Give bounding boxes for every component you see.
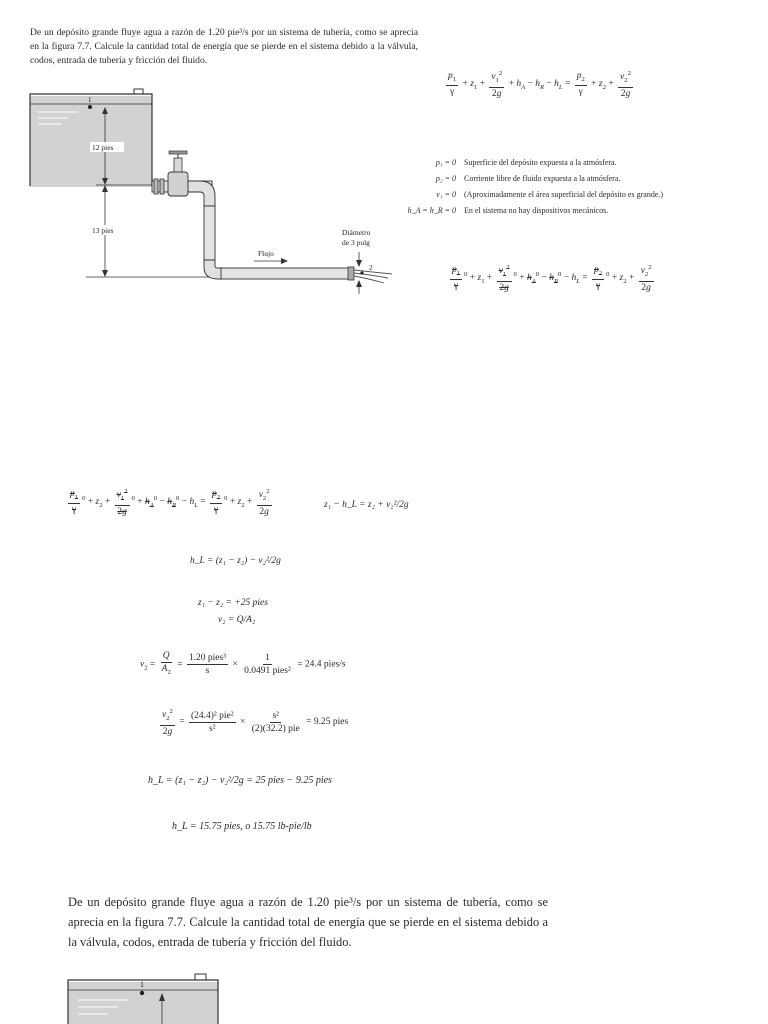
elevation-difference: z₁ − z₂ = +25 pies [198,598,268,608]
condition-row: p₁ = 0 Superficie del depósito expuesta a la atmósfera. [435,158,617,167]
horizontal-pipe-lower [221,268,353,279]
head-loss-calculation: h_L = (z₁ − z₂) − v₂²/2g = 25 pies − 9.25 pies [148,775,332,786]
cancelled-equation-solution: $\frac{p_1}{\gamma}$ $^0 + z_2$ + $\frac{v_1^2}{2g}$ $^0 + h_A^0 - h_R^0 - h_L$ = $\frac{p_2}{\gamma}$ $^0 + z_2$ + $\frac{v_2^2}{2g}$ [70,488,270,518]
condition-row: p₂ = 0 Corriente libre de fluido expuesta a la atmósfera. [435,174,621,183]
pipe-system-figure-repeat [64,966,224,1024]
valve [168,151,188,196]
elbow-lower [204,260,223,279]
repeat-point-1-label: 1 [140,980,144,989]
water-jet [354,270,392,283]
velocity-calculation: $v_2$ = $\frac{Q}{A_2}$ = $\frac{\text{1.20 pies³}}{s}$ × $\frac{1}{\text{0.0491 pies²}}$ = 24.4 pies/s [140,651,346,676]
boundary-conditions [400,155,663,219]
flow-label: Flujo [258,249,274,258]
height-upper-label: 12 pies [92,143,114,152]
vent-pipe [134,89,143,94]
point-1-label: 1 [88,96,92,104]
head-loss-result: h_L = 15.75 pies, o 15.75 lb-pie/lb [172,821,312,832]
condition-row: h_A = h_R = 0 En el sistema no hay dispositivos mecánicos. [407,206,609,215]
tank-water [30,96,152,187]
elbow-upper [188,181,215,206]
velocity-head-calculation: $\frac{v_2^2}{2g}$ = $\frac{\text{(24.4)² pie²}}{\text{s²}}$ × $\frac{\text{s²}}{\text{(2)(32.2) pie}}$ = 9.25 pies [162,708,349,738]
condition-row: v₁ = 0 (Aproximadamente el área superficial del depósito es grande.) [436,190,664,199]
diameter-label-line1: Diámetro [342,228,371,237]
vertical-pipe [204,206,215,260]
point-2-label: 2 [369,264,373,272]
simplified-equation: z₁ − h_L = z₂ + v₂²/2g [324,500,409,510]
head-loss-formula: h_L = (z₁ − z₂) − v₂²/2g [190,556,281,566]
velocity-definition: v₂ = Q/A₂ [218,615,256,625]
problem-statement: De un depósito grande fluye agua a razón de 1.20 pie³/s por un sistema de tubería, como se aprecia en la figura 7.7. Calcule la cantidad total de energía que se pierde en el sistema debido a la válvula, codos, entrada de tubería y fricción del fluido. [30,27,418,66]
energy-equation: $\frac{p_1}{\gamma}$ + $z_1$ + $\frac{v_1^2}{2g}$ + $h_A - h_R - h_L$ = $\frac{p_2}{\gamma}$ + $z_2$ + $\frac{v_2^2}{2g}$ [448,70,631,100]
problem-statement-repeat: De un depósito grande fluye agua a razón de 1.20 pie³/s por un sistema de tubería, como se aprecia en la figura 7.7. Calcule la cantidad total de energía que se pierde en el sistema debido a la válvula, codos, entrada de tubería y fricción del fluido. [68,895,548,949]
point-1-marker [88,105,92,109]
point-2-marker [360,271,363,274]
height-lower-label: 13 pies [92,226,114,235]
diameter-label-line2: de 3 pulg [342,238,370,247]
cancelled-equation-top: $\frac{p_1}{\gamma}$ $^0 + z_1$ + $\frac{v_1^2}{2g}$ $^0 + h_A^0 - h_R^0 - h_L$ = $\frac{p_2}{\gamma}$ $^0 + z_2$ + $\frac{v_2^2}{2g}$ [452,264,652,294]
pipe-system-figure [28,86,400,300]
